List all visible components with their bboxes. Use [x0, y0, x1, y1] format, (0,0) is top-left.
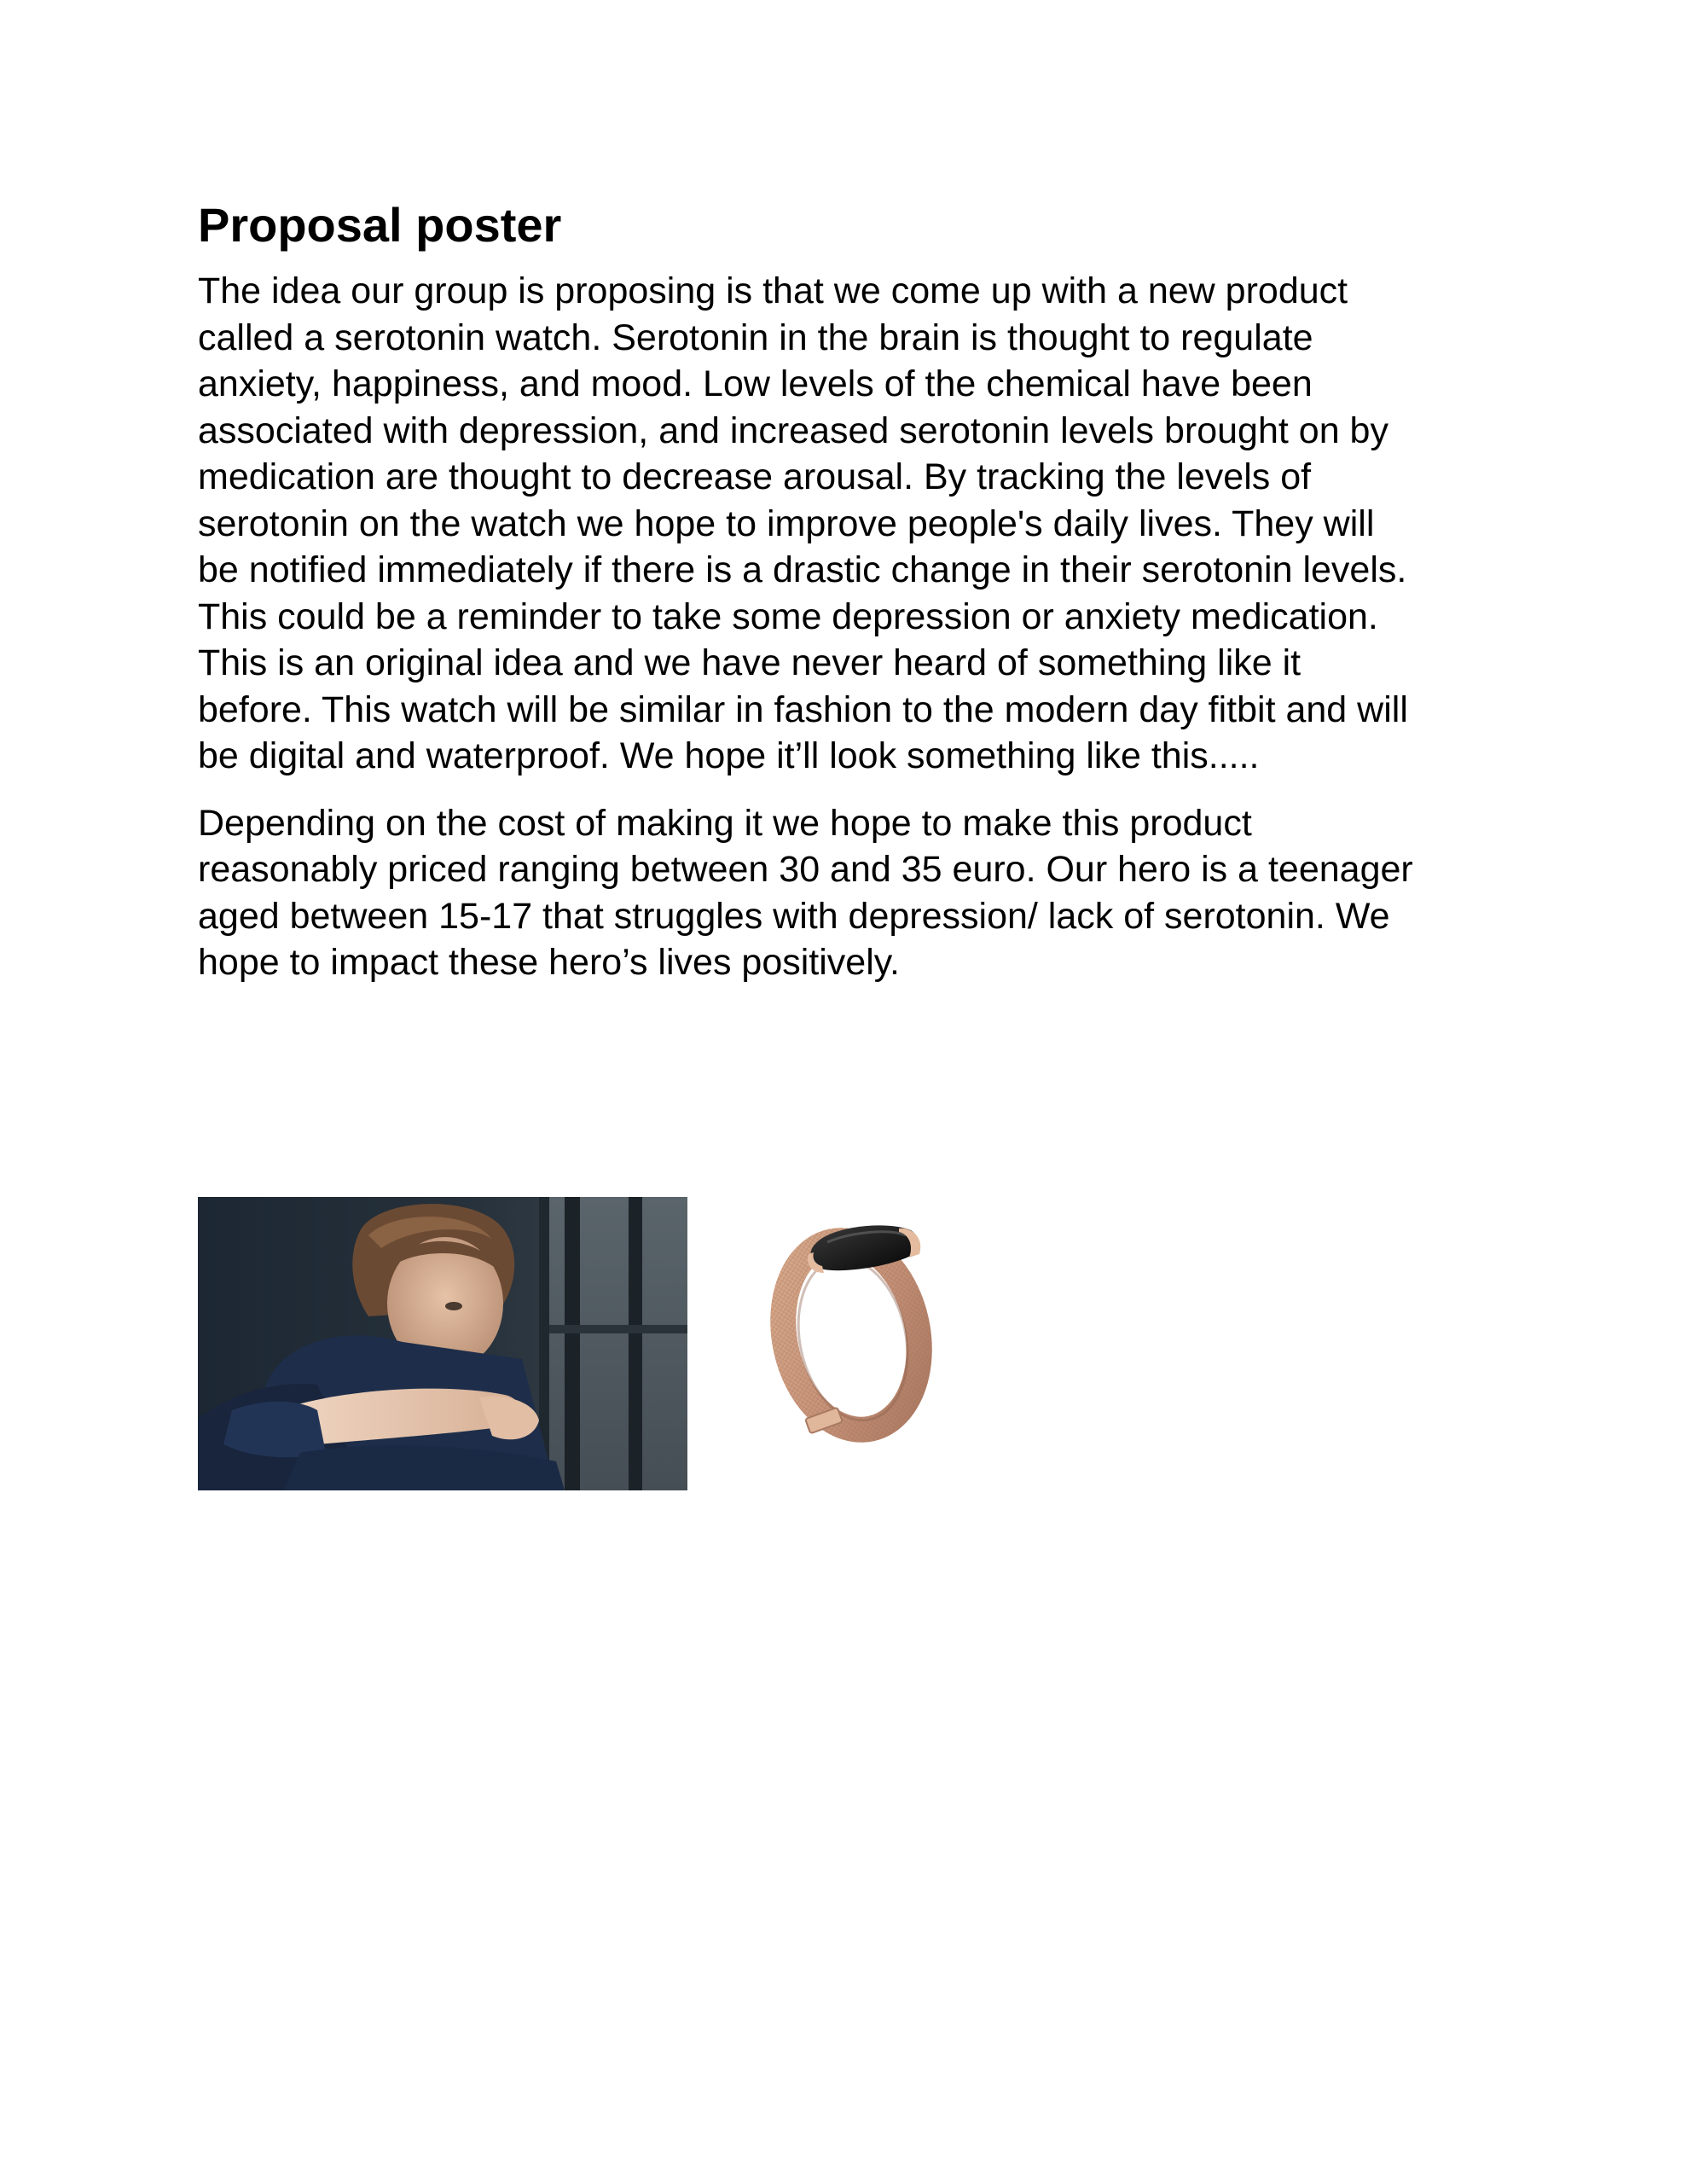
rose-gold-fitness-tracker	[749, 1211, 962, 1450]
photo-illustration	[198, 1197, 687, 1490]
text-line: medication are thought to decrease arousal. By tracking the levels of	[198, 456, 1312, 497]
text-line: anxiety, happiness, and mood. Low levels of the chemical have been	[198, 363, 1313, 404]
document-content	[198, 195, 1494, 986]
paragraph-intro	[198, 268, 1494, 780]
text-line: be digital and waterproof. We hope it’ll look something like this.....	[198, 735, 1260, 776]
text-line: hope to impact these hero’s lives positively.	[198, 942, 901, 983]
text-line: This could be a reminder to take some depression or anxiety medication.	[198, 595, 1378, 637]
watch-illustration	[749, 1211, 962, 1450]
page-title: Proposal poster	[198, 198, 562, 252]
sad-teenager-photo	[198, 1197, 687, 1490]
text-line: Depending on the cost of making it we hope to make this product	[198, 802, 1252, 844]
paragraph-pricing	[198, 800, 1494, 986]
text-line: be notified immediately if there is a drastic change in their serotonin levels.	[198, 549, 1407, 590]
text-line: This is an original idea and we have never heard of something like it	[198, 642, 1301, 683]
text-line: serotonin on the watch we hope to improve people's daily lives. They will	[198, 502, 1375, 544]
text-line: The idea our group is proposing is that we come up with a new product	[198, 270, 1348, 311]
text-line: associated with depression, and increased serotonin levels brought on by	[198, 410, 1388, 451]
text-line: reasonably priced ranging between 30 and 35 euro. Our hero is a teenager	[198, 849, 1413, 890]
text-line: called a serotonin watch. Serotonin in the brain is thought to regulate	[198, 317, 1313, 358]
text-line: before. This watch will be similar in fashion to the modern day fitbit and will	[198, 688, 1408, 730]
text-line: aged between 15-17 that struggles with depression/ lack of serotonin. We	[198, 895, 1390, 937]
